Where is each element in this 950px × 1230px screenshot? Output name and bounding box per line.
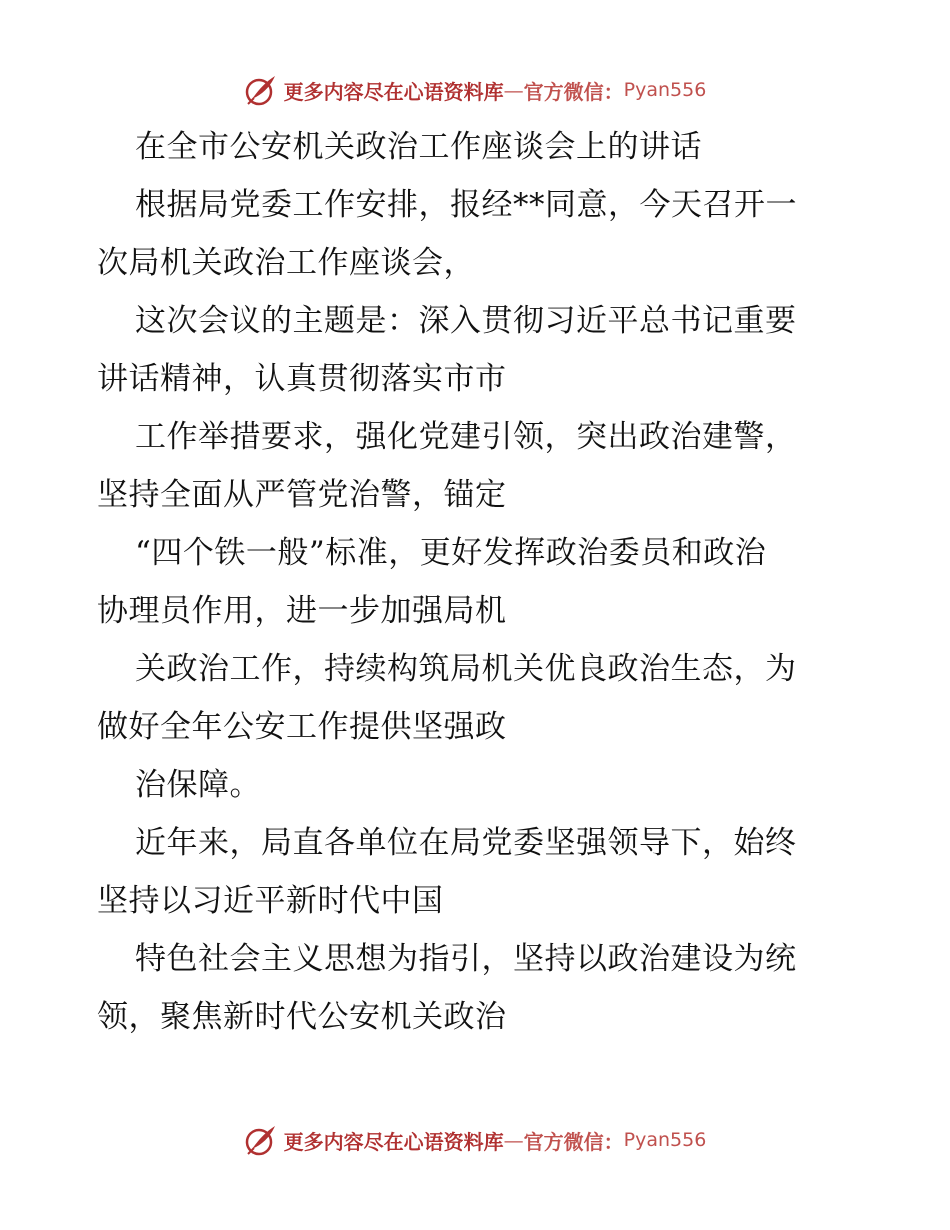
watermark-main-text: 更多内容尽在心语资料库 [283, 1129, 504, 1154]
footer-watermark [0, 1120, 950, 1160]
watermark-id-text: Pyan556 [623, 1129, 707, 1151]
paragraph-line: 做好全年公安工作提供坚强政 [97, 709, 507, 745]
header-watermark [0, 70, 950, 110]
watermark-sub-text: 官方微信： [523, 1129, 624, 1154]
paragraph-line: 治保障。 [135, 767, 261, 803]
paragraph-line: 根据局党委工作安排，报经**同意，今天召开一 [135, 187, 797, 223]
paragraph-line: 坚持以习近平新时代中国 [97, 883, 444, 919]
paragraph-line: 工作举措要求，强化党建引领，突出政治建警， [135, 419, 797, 455]
paragraph-line: 领，聚焦新时代公安机关政治 [97, 999, 507, 1035]
document-body [97, 118, 857, 1046]
watermark-id-text: Pyan556 [623, 79, 707, 101]
feather-pen-logo-icon [244, 1123, 278, 1157]
paragraph-line: 特色社会主义思想为指引，坚持以政治建设为统 [135, 941, 797, 977]
watermark-separator: — [503, 1128, 524, 1152]
paragraph-line: “四个铁一般”标准，更好发挥政治委员和政治 [135, 535, 767, 571]
watermark-main-text: 更多内容尽在心语资料库 [283, 79, 504, 104]
paragraph-line: 次局机关政治工作座谈会， [97, 245, 475, 281]
document-title: 在全市公安机关政治工作座谈会上的讲话 [135, 129, 702, 165]
paragraph-line: 这次会议的主题是：深入贯彻习近平总书记重要 [135, 303, 797, 339]
paragraph-line: 近年来，局直各单位在局党委坚强领导下，始终 [135, 825, 797, 861]
feather-pen-logo-icon [244, 73, 278, 107]
watermark-sub-text: 官方微信： [523, 79, 624, 104]
paragraph-line: 讲话精神，认真贯彻落实市市 [97, 361, 507, 397]
paragraph-line: 坚持全面从严管党治警，锚定 [97, 477, 507, 513]
paragraph-line: 协理员作用，进一步加强局机 [97, 593, 507, 629]
paragraph-line: 关政治工作，持续构筑局机关优良政治生态，为 [135, 651, 797, 687]
watermark-separator: — [503, 78, 524, 102]
